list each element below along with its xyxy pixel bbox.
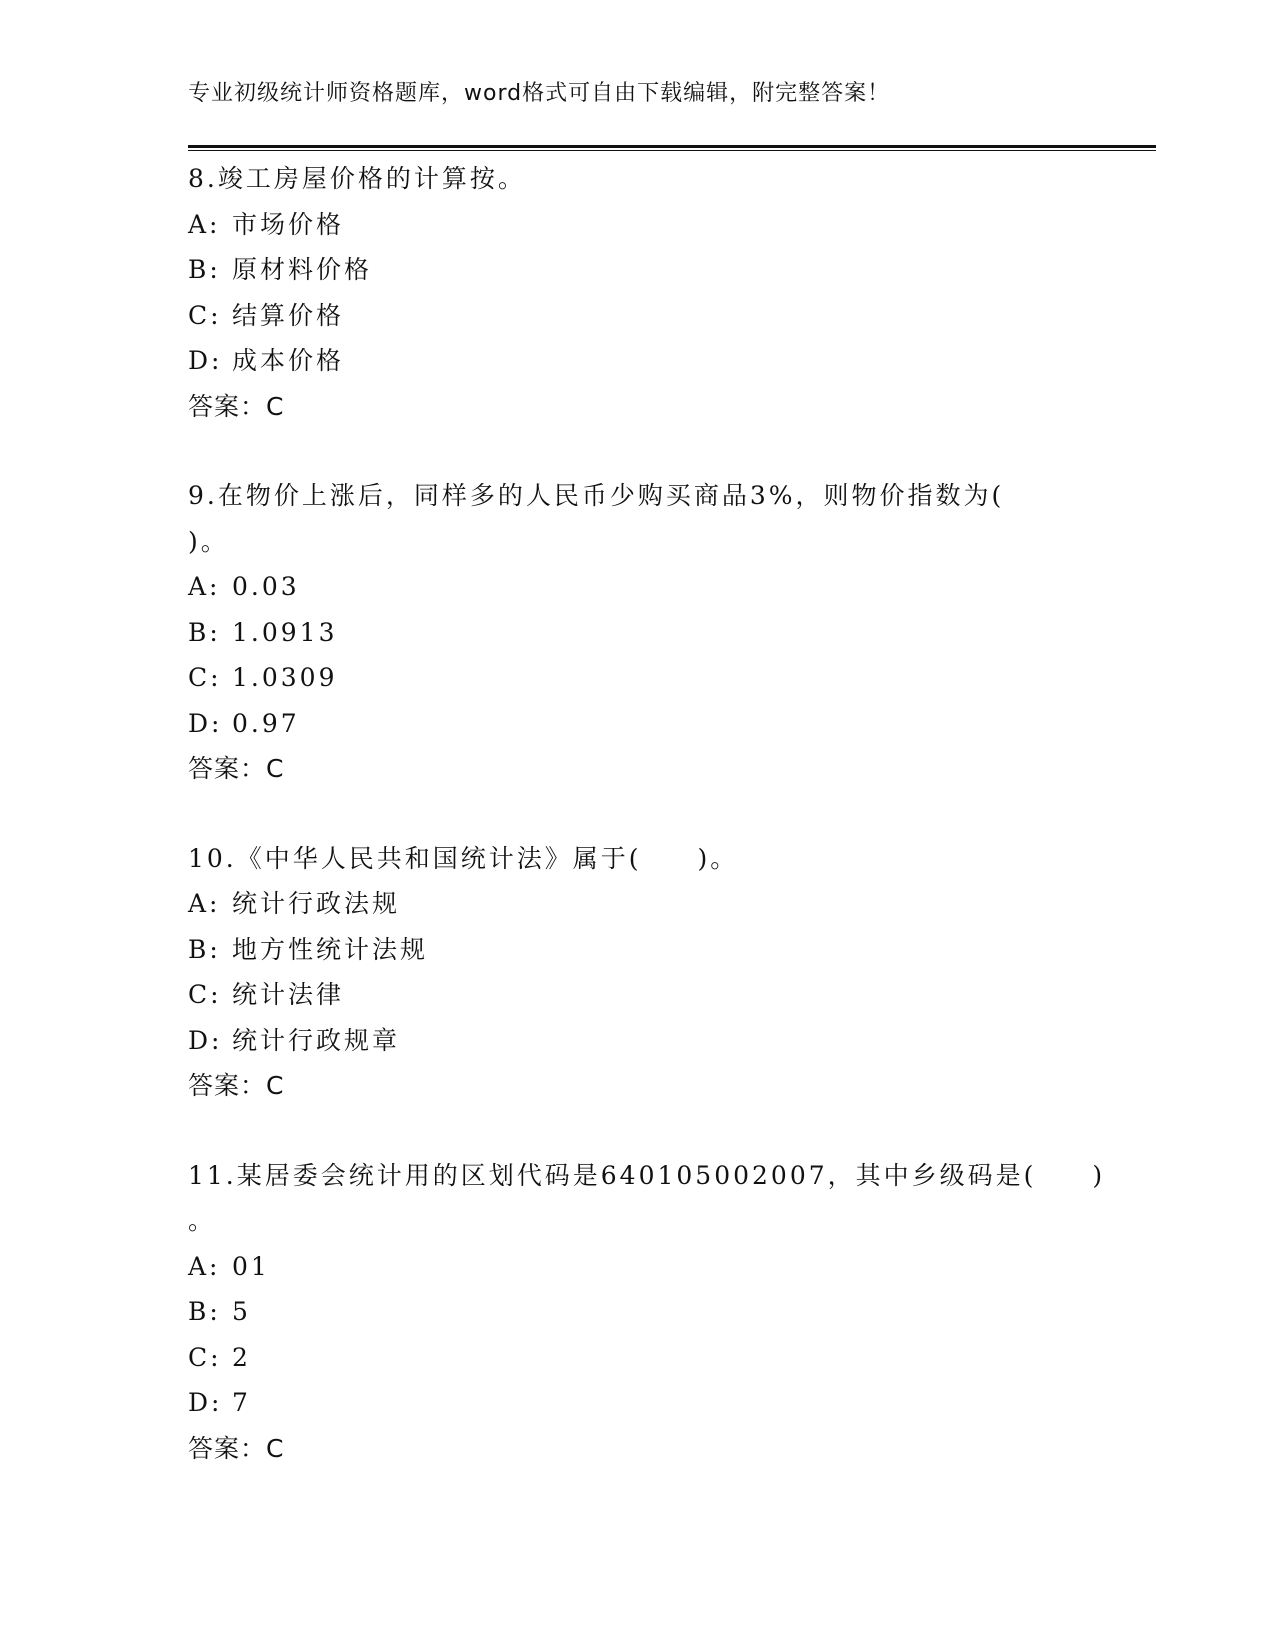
question-text: 9.在物价上涨后，同样多的人民币少购买商品3%，则物价指数为( bbox=[188, 481, 1005, 510]
option-letter: A: bbox=[188, 209, 221, 239]
option-letter: D: bbox=[188, 708, 223, 738]
option-letter: B: bbox=[188, 934, 221, 964]
option-letter: B: bbox=[188, 617, 221, 647]
question-text-continued: )。 bbox=[188, 526, 229, 556]
option-b bbox=[188, 1289, 1088, 1335]
option-a bbox=[188, 202, 1088, 248]
option-text: 01 bbox=[232, 1251, 270, 1281]
option-letter: A: bbox=[188, 1251, 221, 1281]
option-text: 原材料价格 bbox=[232, 255, 373, 284]
option-letter: C: bbox=[188, 663, 222, 692]
option-text: 统计法律 bbox=[232, 980, 345, 1009]
option-letter: D: bbox=[188, 1388, 223, 1417]
question-10 bbox=[188, 836, 1088, 1109]
option-text: 0.03 bbox=[232, 572, 300, 601]
option-a bbox=[188, 1244, 1088, 1290]
option-text: 成本价格 bbox=[232, 346, 345, 375]
option-letter: A: bbox=[188, 889, 221, 918]
option-d bbox=[188, 1018, 1088, 1064]
option-c bbox=[188, 972, 1088, 1018]
question-text: 10.《中华人民共和国统计法》属于( )。 bbox=[188, 843, 739, 873]
header-divider bbox=[188, 145, 1156, 151]
option-letter: A: bbox=[188, 572, 221, 601]
option-letter: D: bbox=[188, 346, 223, 375]
question-8 bbox=[188, 156, 1088, 429]
option-b bbox=[188, 247, 1088, 293]
option-c bbox=[188, 293, 1088, 339]
question-9 bbox=[188, 473, 1088, 792]
answer-line: 答案：C bbox=[188, 1071, 285, 1100]
option-text: 统计行政法规 bbox=[232, 889, 401, 918]
option-d bbox=[188, 701, 1088, 747]
answer-line: 答案：C bbox=[188, 391, 285, 421]
option-text: 市场价格 bbox=[232, 209, 345, 239]
question-11 bbox=[188, 1153, 1106, 1472]
option-c bbox=[188, 655, 1088, 701]
question-text: 8.竣工房屋价格的计算按。 bbox=[188, 164, 526, 193]
answer-line: 答案：C bbox=[188, 1433, 285, 1463]
option-letter: D: bbox=[188, 1025, 223, 1055]
option-d bbox=[188, 1380, 1088, 1426]
option-letter: C: bbox=[188, 300, 222, 330]
option-c bbox=[188, 1335, 1088, 1381]
option-text: 统计行政规章 bbox=[232, 1025, 401, 1055]
option-text: 地方性统计法规 bbox=[232, 934, 429, 964]
option-text: 2 bbox=[232, 1342, 251, 1372]
option-d bbox=[188, 338, 1088, 384]
option-a bbox=[188, 564, 1088, 610]
question-text-continued: 。 bbox=[188, 1206, 217, 1235]
question-text: 11.某居委会统计用的区划代码是640105002007，其中乡级码是( ) bbox=[188, 1160, 1106, 1190]
option-text: 7 bbox=[232, 1388, 251, 1417]
option-a bbox=[188, 881, 1088, 927]
option-text: 5 bbox=[232, 1297, 251, 1326]
option-letter: B: bbox=[188, 1297, 221, 1326]
question-list bbox=[188, 156, 1106, 1515]
option-b bbox=[188, 927, 1088, 973]
option-letter: B: bbox=[188, 255, 221, 284]
option-text: 1.0309 bbox=[232, 663, 338, 692]
option-text: 1.0913 bbox=[232, 617, 338, 647]
page-header: 专业初级统计师资格题库，word格式可自由下载编辑，附完整答案！ bbox=[188, 81, 891, 106]
option-b bbox=[188, 610, 1088, 656]
option-text: 0.97 bbox=[232, 708, 300, 738]
option-text: 结算价格 bbox=[232, 300, 345, 330]
answer-line: 答案：C bbox=[188, 754, 285, 783]
option-letter: C: bbox=[188, 980, 222, 1009]
option-letter: C: bbox=[188, 1342, 222, 1372]
